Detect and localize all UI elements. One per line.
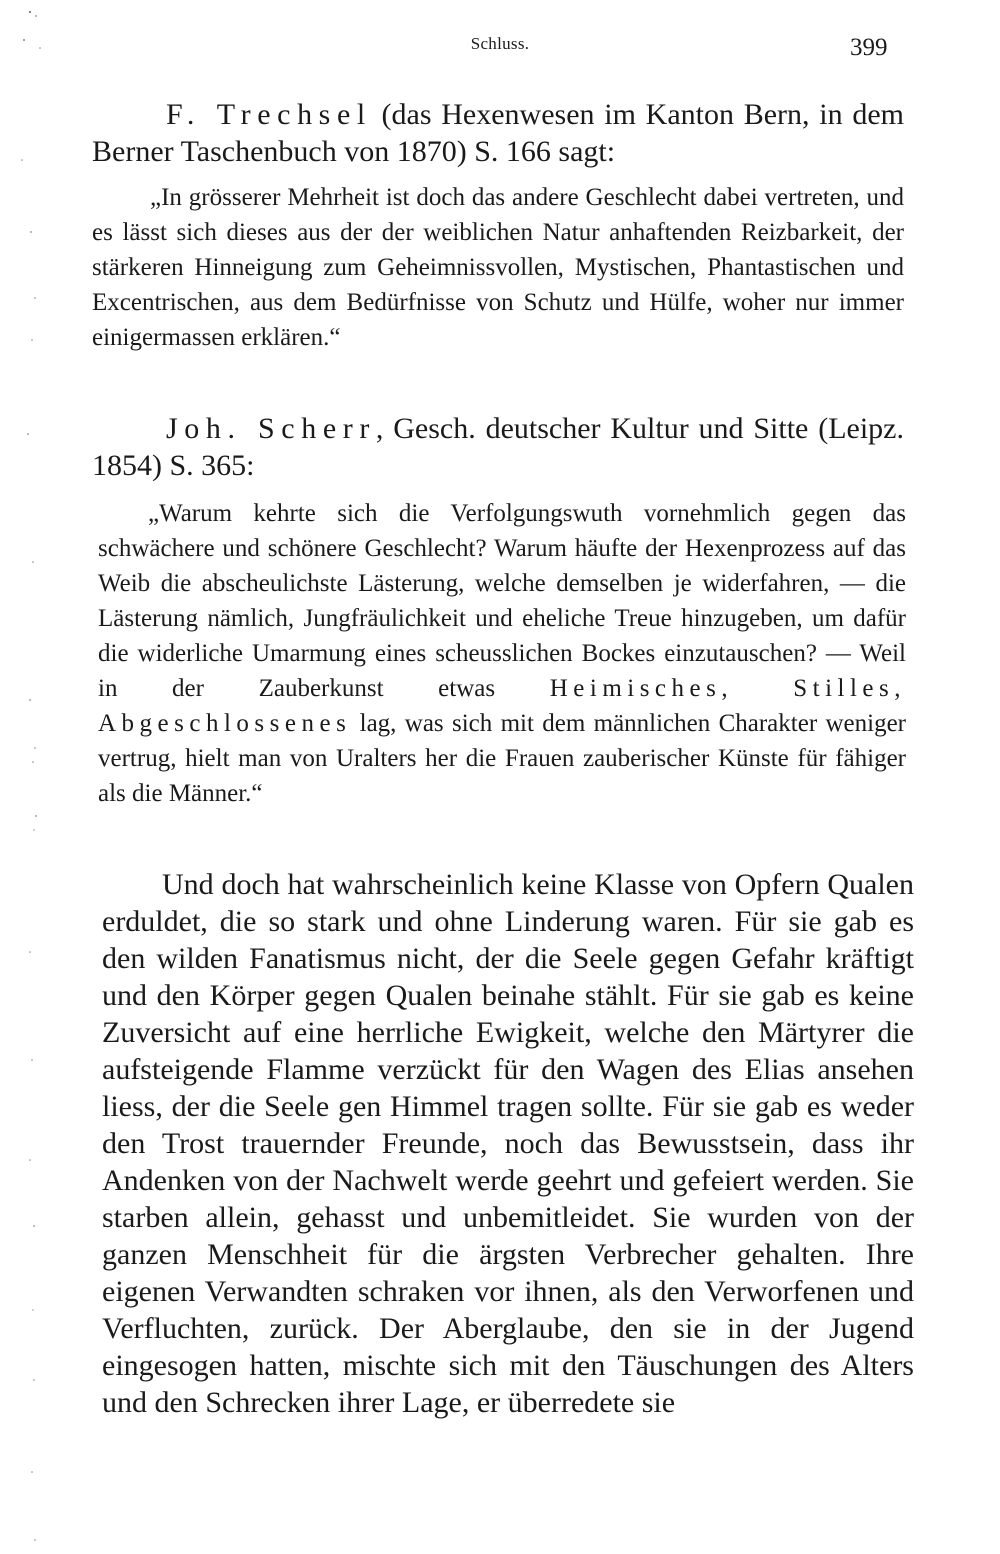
scherr-quote-part-1: „Warum kehrte sich die Verfolgungswuth vornehmlich gegen das schwächere und schönere Geschlecht? Warum häufte der Hexenprozess auf das Weib die abscheulichste Lästerung, welche demselben je widerfahren, — die Lästerung nämlich, Jungfräulichkeit und eheliche Treue hinzugeben, um dafür die widerliche Umarmung eines scheusslichen Bockes einzutauschen? — Weil in der Zauberkunst etwas [98, 500, 906, 702]
author-trechsel: F. Trechsel [166, 98, 372, 131]
scherr-intro [92, 410, 904, 484]
scherr-quote-part-2: lag, was sich mit dem männlichen Charakter weniger vertrug, hielt man von Uralters her die Frauen zauberischer Künste für fähiger als die Männer.“ [98, 710, 906, 807]
scherr-quote [98, 496, 906, 811]
trechsel-quote: „In grösserer Mehrheit ist doch das andere Geschlecht dabei vertreten, und es lässt sich dieses aus der der weiblichen Natur anhaftenden Reizbarkeit, der stärkeren Hinneigung zum Geheimnissvollen, Mystischen, Phantastischen und Excentrischen, aus dem Bedürfnisse von Schutz und Hülfe, woher nur immer einigermassen erklären.“ [92, 184, 904, 351]
trechsel-intro-text: (das Hexenwesen im Kanton Bern, in dem Berner Taschenbuch von 1870) S. 166 sagt: [92, 98, 904, 168]
main-paragraph: Und doch hat wahrscheinlich keine Klasse von Opfern Qualen erduldet, die so stark und ohne Linderung waren. Für sie gab es den wilden Fanatismus nicht, der die Seele gegen Gefahr kräftigt und den Körper gegen Qualen beinahe stählt. Für sie gab es keine Zuversicht auf eine herrliche Ewigkeit, welche den Märtyrer die aufsteigende Flamme verzückt für den Wagen des Elias ansehen liess, der die Seele gen Himmel tragen sollte. Für sie gab es weder den Trost trauernder Freunde, noch das Bewusstsein, dass ihr Andenken von der Nachwelt werde geehrt und gefeiert werden. Sie starben allein, gehasst und unbemitleidet. Sie wurden von der ganzen Menschheit für die ärgsten Verbrecher gehalten. Ihre eigenen Verwandten schraken vor ihnen, als den Verworfenen und Verfluchten, zurück. Der Aberglaube, den sie in der Jugend eingesogen hatten, mischte sich mit den Täuschungen des Alters und den Schrecken ihrer Lage, er überredete sie [102, 868, 914, 1419]
page-number: 399 [850, 34, 888, 61]
trechsel-intro [92, 96, 904, 170]
scherr-intro-text: , Gesch. deutscher Kultur und Sitte (Leipz. 1854) S. 365: [92, 412, 904, 482]
scan-speckles [0, 0, 70, 1554]
running-head: Schluss. [470, 34, 530, 53]
author-scherr: Joh. Scherr [166, 412, 376, 445]
scherr-quote-spaced: Heimisches, Stilles, Abgeschlossenes [98, 675, 906, 737]
